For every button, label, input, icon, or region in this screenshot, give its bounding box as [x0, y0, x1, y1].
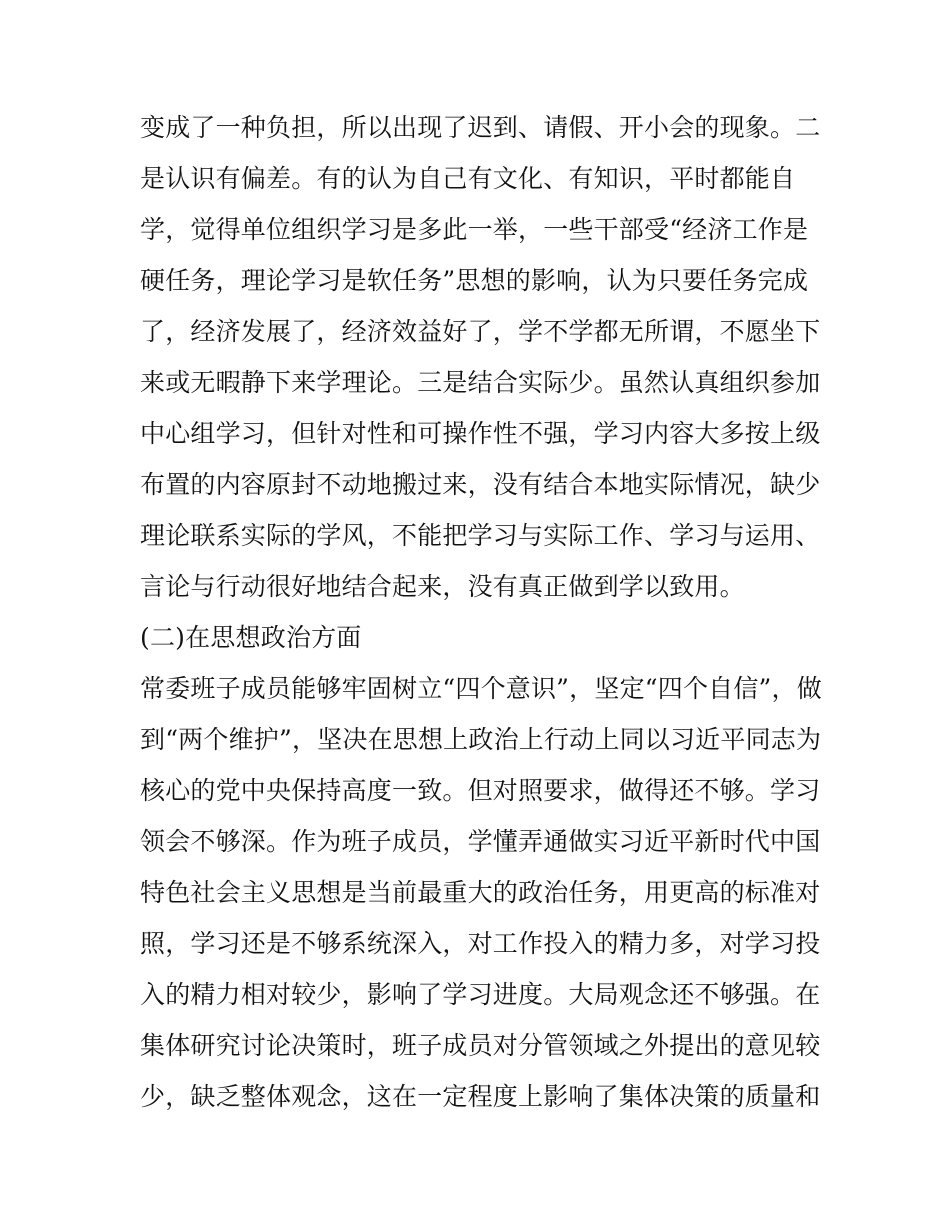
text-line: 布置的内容原封不动地搬过来，没有结合本地实际情况，缺少: [140, 470, 821, 499]
text-line: 了，经济发展了，经济效益好了，学不学都无所谓，不愿坐下: [140, 317, 821, 346]
text-line: 中心组学习，但针对性和可操作性不强，学习内容大多按上级: [140, 419, 821, 448]
text-line: 少，缺乏整体观念，这在一定程度上影响了集体决策的质量和: [140, 1082, 821, 1111]
text-line: 入的精力相对较少，影响了学习进度。大局观念还不够强。在: [140, 980, 821, 1009]
text-line: 变成了一种负担，所以出现了迟到、请假、开小会的现象。二: [140, 113, 821, 142]
text-line: 是认识有偏差。有的认为自己有文化、有知识，平时都能自: [140, 164, 796, 193]
text-line: 来或无暇静下来学理论。三是结合实际少。虽然认真组织参加: [140, 368, 821, 397]
text-line: 常委班子成员能够牢固树立“四个意识”，坚定“四个自信”，做: [140, 674, 822, 703]
text-line: 到“两个维护”，坚决在思想上政治上行动上同以习近平同志为: [140, 725, 822, 754]
text-line: 核心的党中央保持高度一致。但对照要求，做得还不够。学习: [140, 776, 821, 805]
text-line: 言论与行动很好地结合起来，没有真正做到学以致用。: [140, 572, 745, 601]
text-line: 领会不够深。作为班子成员，学懂弄通做实习近平新时代中国: [140, 827, 821, 856]
text-line: 特色社会主义思想是当前最重大的政治任务，用更高的标准对: [140, 878, 821, 907]
text-line: 理论联系实际的学风，不能把学习与实际工作、学习与运用、: [140, 521, 821, 550]
text-line: 集体研究讨论决策时，班子成员对分管领域之外提出的意见较: [140, 1031, 821, 1060]
text-line: 硬任务，理论学习是软任务”思想的影响，认为只要任务完成: [140, 266, 809, 295]
text-line: 照，学习还是不够系统深入，对工作投入的精力多，对学习投: [140, 929, 821, 958]
text-line: 学，觉得单位组织学习是多此一举，一些干部受“经济工作是: [140, 215, 809, 244]
section-heading: (二)在思想政治方面: [140, 623, 362, 652]
